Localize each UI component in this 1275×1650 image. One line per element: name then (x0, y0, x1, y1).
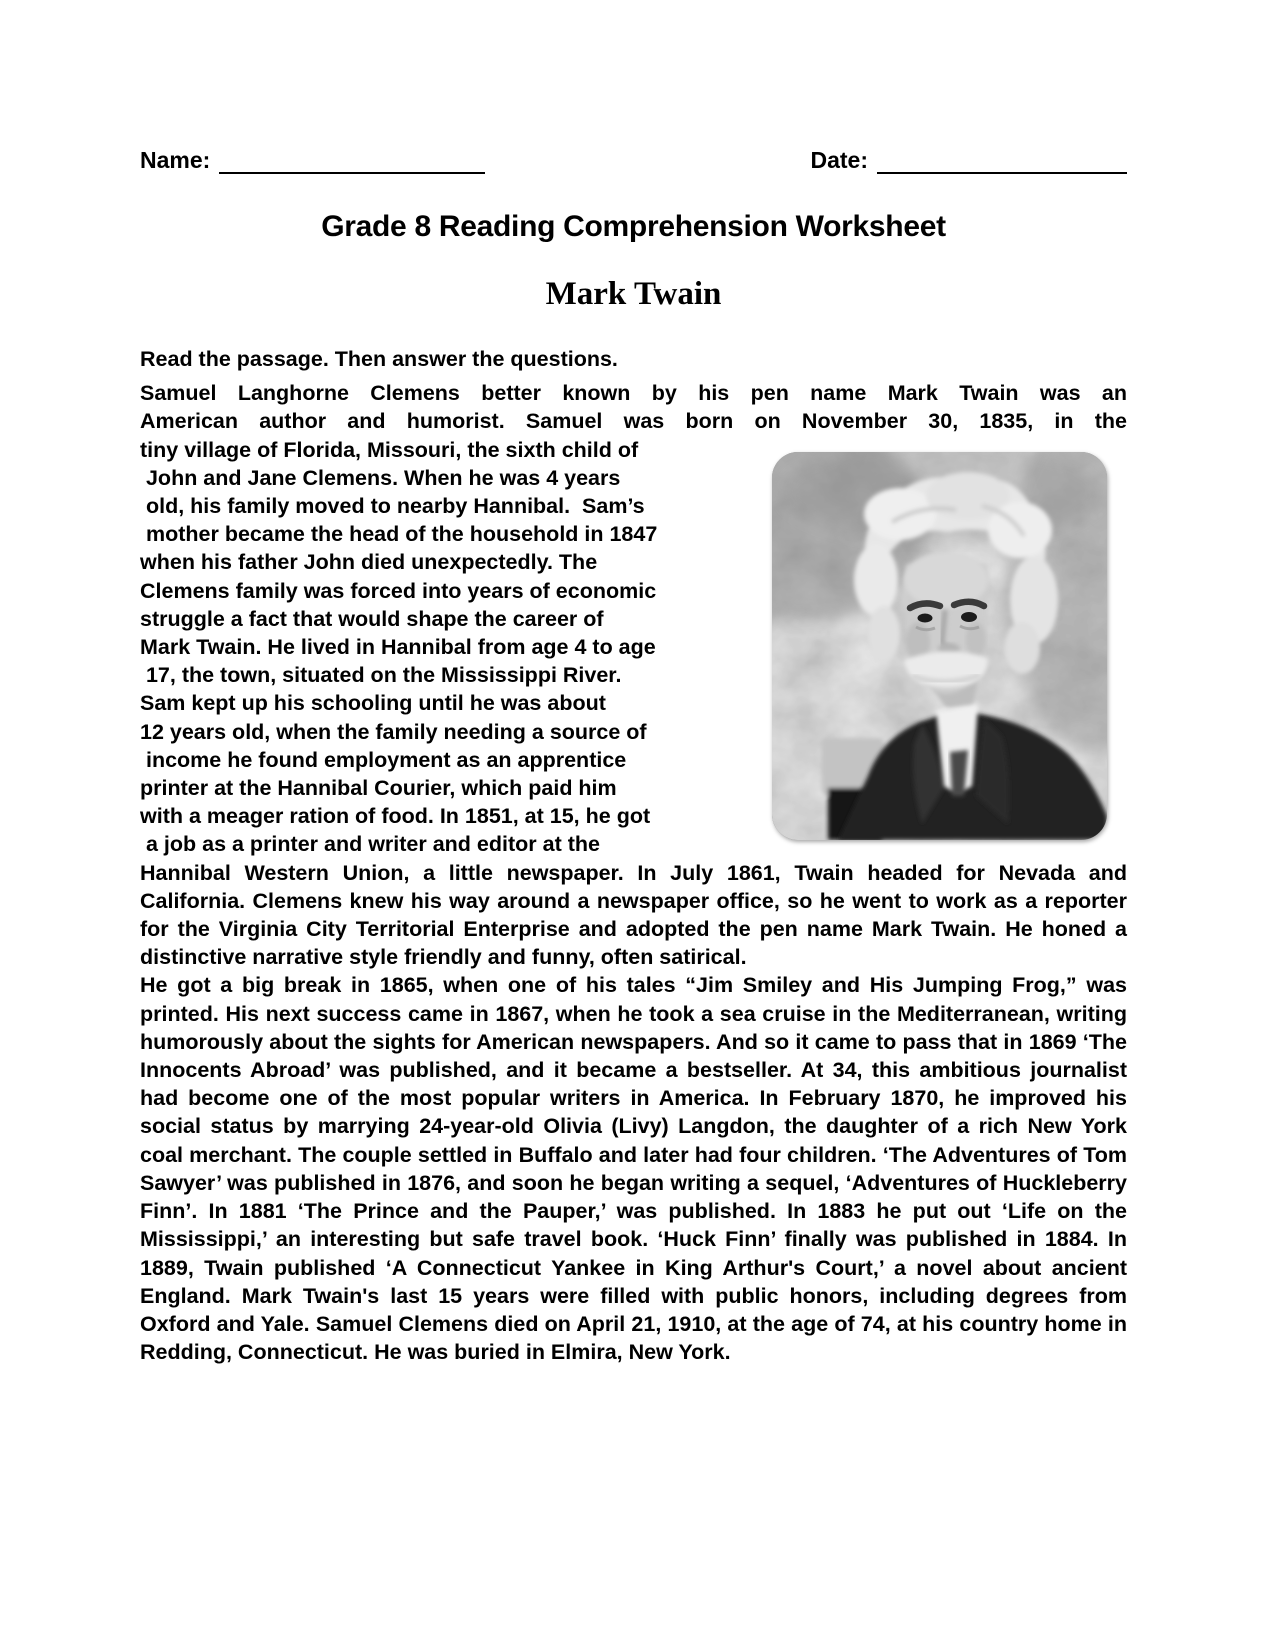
page-title: Mark Twain (545, 276, 722, 312)
mark-twain-portrait-photo (772, 452, 1107, 840)
passage-line: struggle a fact that would shape the career of (140, 606, 604, 631)
passage-line: Samuel Langhorne Clemens better known by his pen name Mark Twain was an (140, 381, 1127, 406)
passage-line: tiny village of Florida, Missouri, the sixth child of (140, 437, 639, 462)
passage-paragraph-2: He got a big break in 1865, when one of his tales “Jim Smiley and His Jumping Frog,” was printed. His next success came in 1867, when he took a sea cruise in the Mediterranean, writing humorously about the sights for American newspapers. And so it came to pass that in 1869 ‘The Innocents Abroad’ was published, and it became a bestseller. At 34, this ambitious journalist had become one of the most popular writers in America. In February 1870, he improved his social status by marrying 24-year-old Olivia (Livy) Langdon, the daughter of a rich New York coal merchant. The couple settled in Buffalo and later had four children. ‘The Adventures of Tom Sawyer’ was published in 1876, and soon he began writing a sequel, ‘Adventures of Huckleberry Finn’. In 1881 ‘The Prince and the Pauper,’ was published. In 1883 he put out ‘Life on the Mississippi,’ an interesting but safe travel book. ‘Huck Finn’ finally was published in 1884. In 1889, Twain published ‘A Connecticut Yankee in King Arthur's Court,’ a novel about ancient England. Mark Twain's last 15 years were filled with public honors, including degrees from Oxford and Yale. Samuel Clemens died on April 21, 1910, at the age of 74, at his country home in Redding, Connecticut. He was buried in Elmira, New York. (140, 973, 1127, 1365)
date-label: Date: (810, 147, 868, 173)
passage (140, 379, 1127, 1366)
passage-line: Clemens family was forced into years of economic (140, 578, 657, 603)
passage-line: with a meager ration of food. In 1851, at 15, he got (140, 804, 651, 829)
passage-line: Sam kept up his schooling until he was about (140, 691, 606, 716)
passage-line: 17, the town, situated on the Mississippi River. (140, 663, 622, 688)
passage-line: old, his family moved to nearby Hannibal. Sam’s (140, 494, 645, 519)
passage-line: American author and humorist. Samuel was born on November 30, 1835, in the (140, 409, 1127, 434)
passage-wrap-section (140, 436, 1127, 859)
name-date-row (140, 146, 1127, 174)
name-label: Name: (140, 147, 211, 173)
passage-line: when his father John died unexpectedly. The (140, 550, 598, 575)
instructions-text: Read the passage. Then answer the questions. (140, 347, 618, 371)
passage-line: Mark Twain. He lived in Hannibal from age 4 to age (140, 635, 656, 660)
worksheet-heading: Grade 8 Reading Comprehension Worksheet (321, 210, 946, 243)
passage-line: mother became the head of the household in 1847 (140, 522, 658, 547)
passage-line: printer at the Hannibal Courier, which paid him (140, 776, 617, 801)
passage-paragraph-1-continued: Hannibal Western Union, a little newspaper. In July 1861, Twain headed for Nevada and California. Clemens knew his way around a newspaper office, so he went to work as a reporter for the Virginia City Territorial Enterprise and adopted the pen name Mark Twain. He honed a distinctive narrative style friendly and funny, often satirical. (140, 860, 1127, 970)
date-blank-line (877, 150, 1127, 174)
date-field (810, 146, 1127, 174)
passage-line: income he found employment as an apprentice (140, 747, 627, 772)
name-blank-line (219, 150, 485, 174)
mark-twain-portrait-svg (772, 452, 1107, 840)
passage-line: John and Jane Clemens. When he was 4 years (140, 465, 621, 490)
passage-line: 12 years old, when the family needing a source of (140, 719, 647, 744)
passage-line: a job as a printer and writer and editor at the (140, 832, 600, 857)
name-field (140, 146, 485, 174)
